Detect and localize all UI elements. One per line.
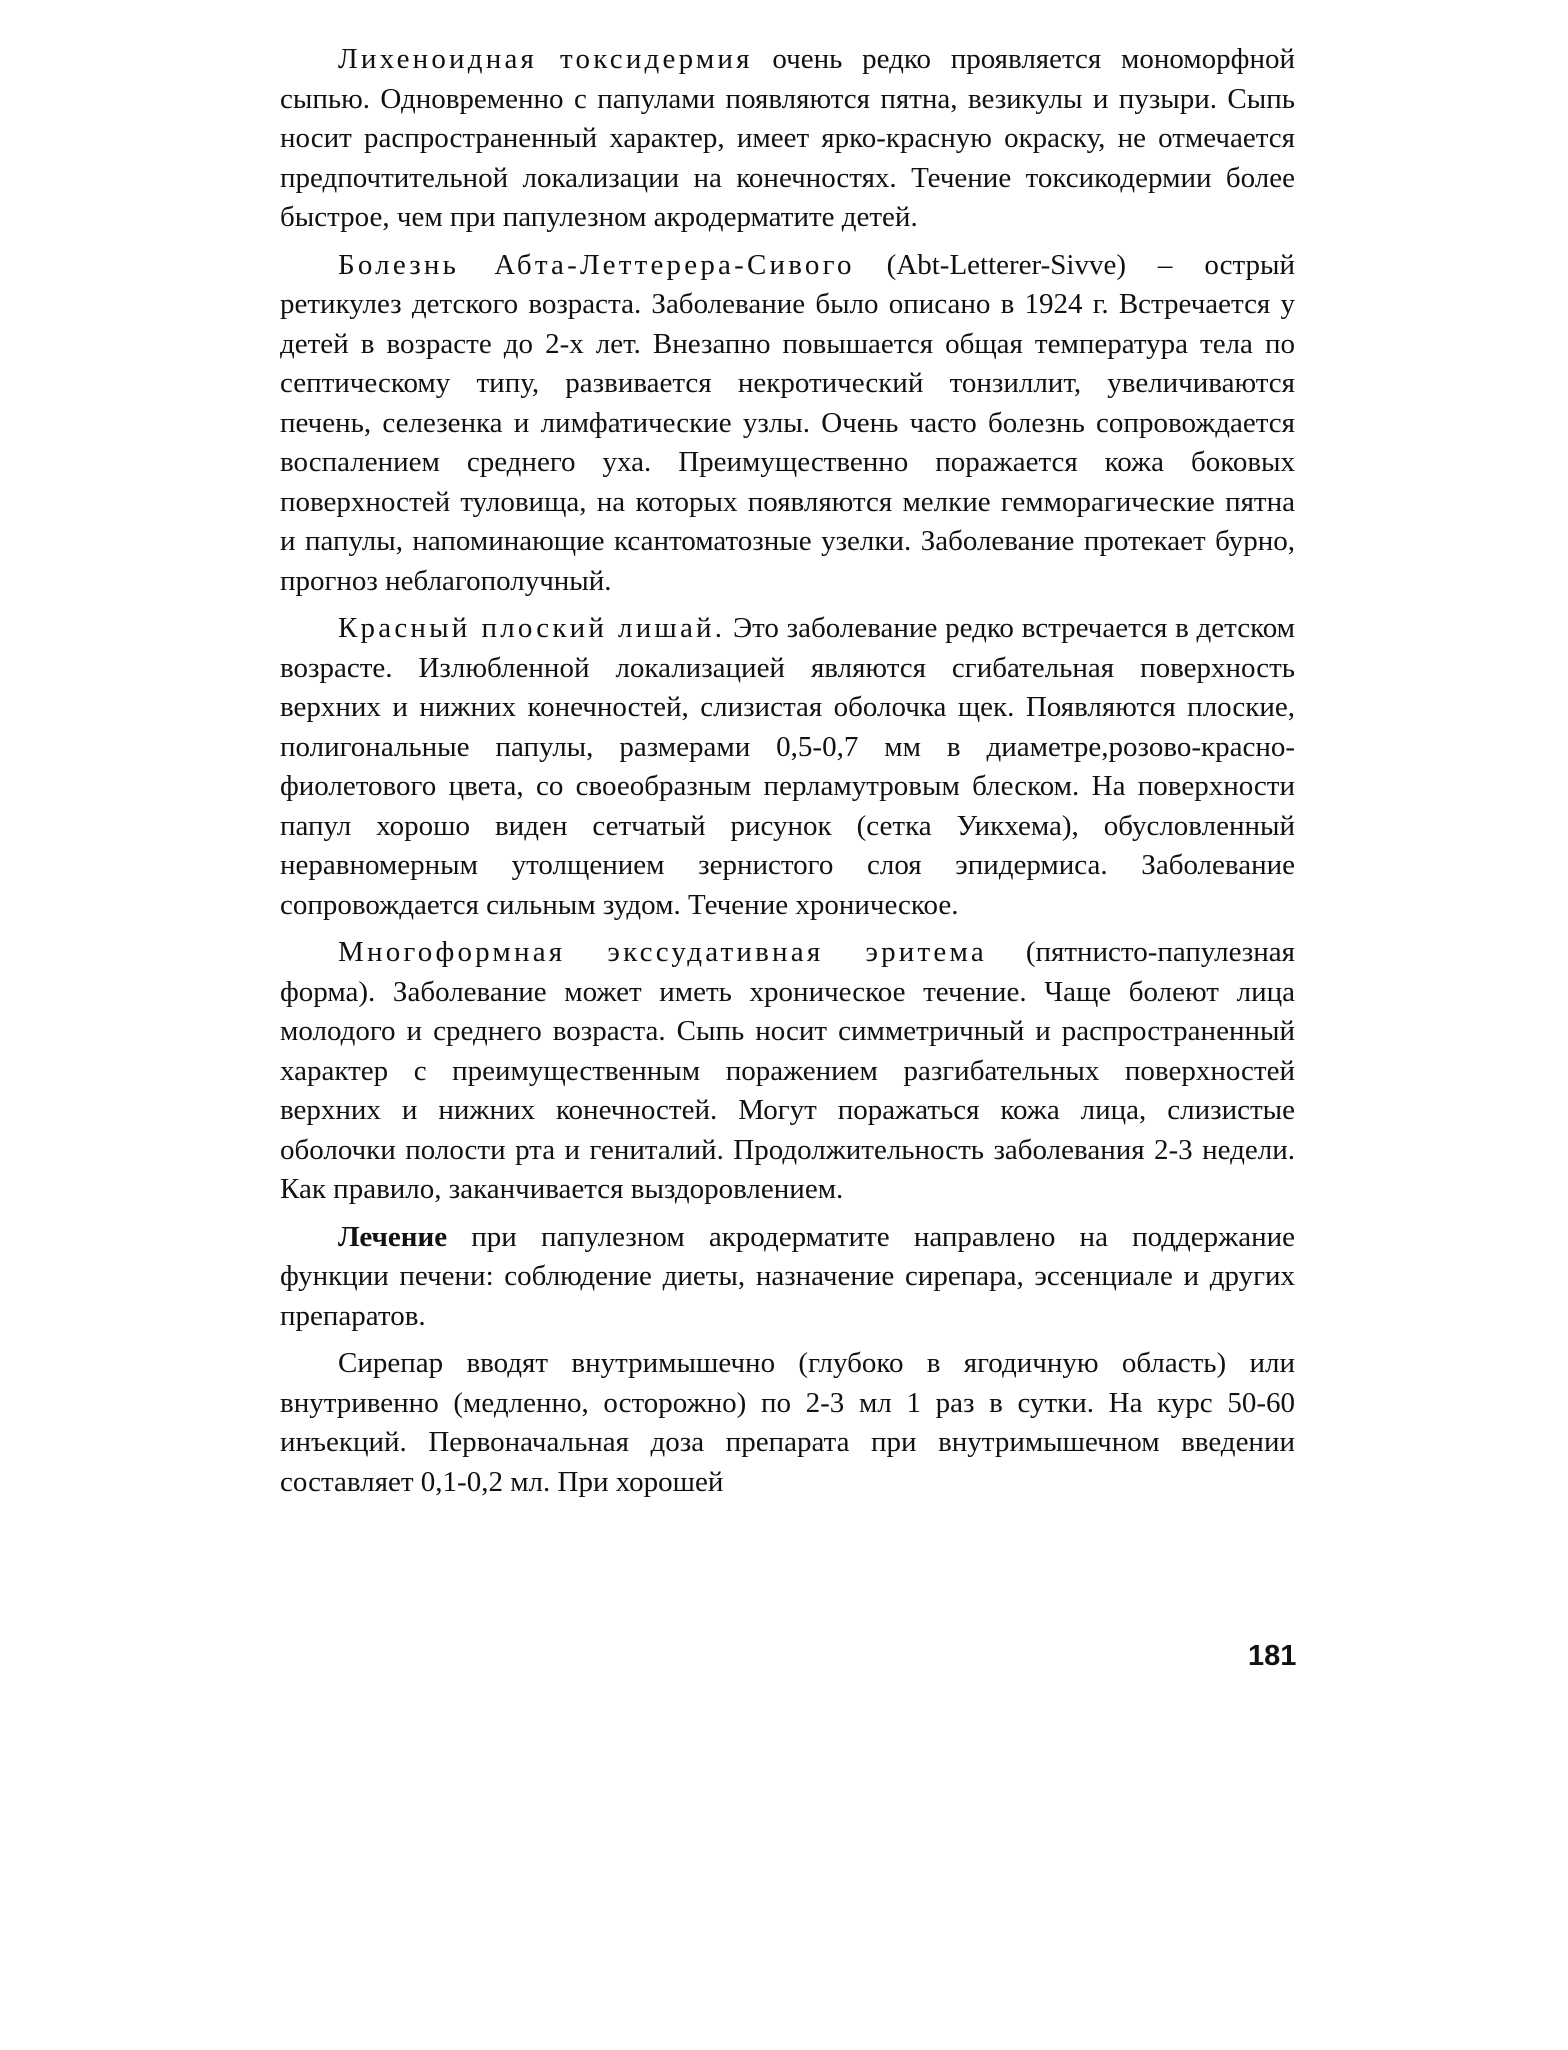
paragraph-erythema-multiforme <box>280 933 1295 1210</box>
paragraph-treatment <box>280 1218 1295 1337</box>
page-body <box>280 40 1295 1510</box>
term-treatment: Лечение <box>338 1220 448 1253</box>
term-lichenoid-toxidermia: Лихеноидная токсидермия <box>338 43 753 75</box>
paragraph-sirepar <box>280 1344 1295 1502</box>
paragraph-abt-letterer-siwe <box>280 246 1295 602</box>
paragraph-text: Это заболевание редко встречается в детском возрасте. Излюбленной локализацией являются сгибательная поверхность верхних и нижних конечностей, слизистая оболочка щек. Появляются плоские, полигональные папулы, размерами 0,5-0,7 мм в диаметре,розово-красно-фиолетового цвета, со своеобразным перламутровым блеском. На поверхности папул хорошо виден сетчатый рисунок (сетка Уикхема), обусловленный неравномерным утолщением зернистого слоя эпидермиса. Заболевание сопровождается сильным зудом. Течение хроническое. <box>280 612 1295 921</box>
term-lichen-planus: Красный плоский лишай. <box>338 612 726 644</box>
page-number: 181 <box>1248 1640 1297 1672</box>
paragraph-text: очень редко проявляется мономорфной сыпью. Одновременно с папулами появляются пятна, везикулы и пузыри. Сыпь носит распространенный характер, имеет ярко-красную окраску, не отмечается предпочтительной локализации на конечностях. Течение токсикодермии более быстрое, чем при папулезном акродерматите детей. <box>280 43 1295 233</box>
paragraph-text: при папулезном акродерматите направлено на поддержание функции печени: соблюдение диеты, назначение сирепара, эссенциале и других препаратов. <box>280 1220 1295 1332</box>
term-abt-letterer-siwe: Болезнь Абта-Леттерера-Сивого <box>338 248 855 281</box>
paragraph-text: (Abt-Letterer-Sivve) – острый ретикулез детского возраста. Заболевание было описано в 1924 г. Встречается у детей в возрасте до 2-х лет. Внезапно повышается общая температура тела по септическому типу, развивается некротический тонзиллит, увеличиваются печень, селезенка и лимфатические узлы. Очень часто болезнь сопровождается воспалением среднего уха. Преимущественно поражается кожа боковых поверхностей туловища, на которых появляются мелкие гемморагические пятна и папулы, напоминающие ксантоматозные узелки. Заболевание протекает бурно, прогноз неблагополучный. <box>280 248 1295 597</box>
term-erythema-multiforme: Многоформная экссудативная эритема <box>338 936 987 968</box>
paragraph-text: (пятнисто-папулезная форма). Заболевание может иметь хроническое течение. Чаще болеют лица молодого и среднего возраста. Сыпь носит симметричный и распространенный характер с преимущественным поражением разгибательных поверхностей верхних и нижних конечностей. Могут поражаться кожа лица, слизистые оболочки полости рта и гениталий. Продолжительность заболевания 2-3 недели. Как правило, заканчивается выздоровлением. <box>280 936 1295 1205</box>
paragraph-lichenoid-toxidermia <box>280 40 1295 238</box>
paragraph-lichen-planus <box>280 609 1295 925</box>
paragraph-text: Сирепар вводят внутримышечно (глубоко в ягодичную область) или внутривенно (медленно, осторожно) по 2-3 мл 1 раз в сутки. На курс 50-60 инъекций. Первоначальная доза препарата при внутримышечном введении составляет 0,1-0,2 мл. При хорошей <box>280 1347 1295 1498</box>
